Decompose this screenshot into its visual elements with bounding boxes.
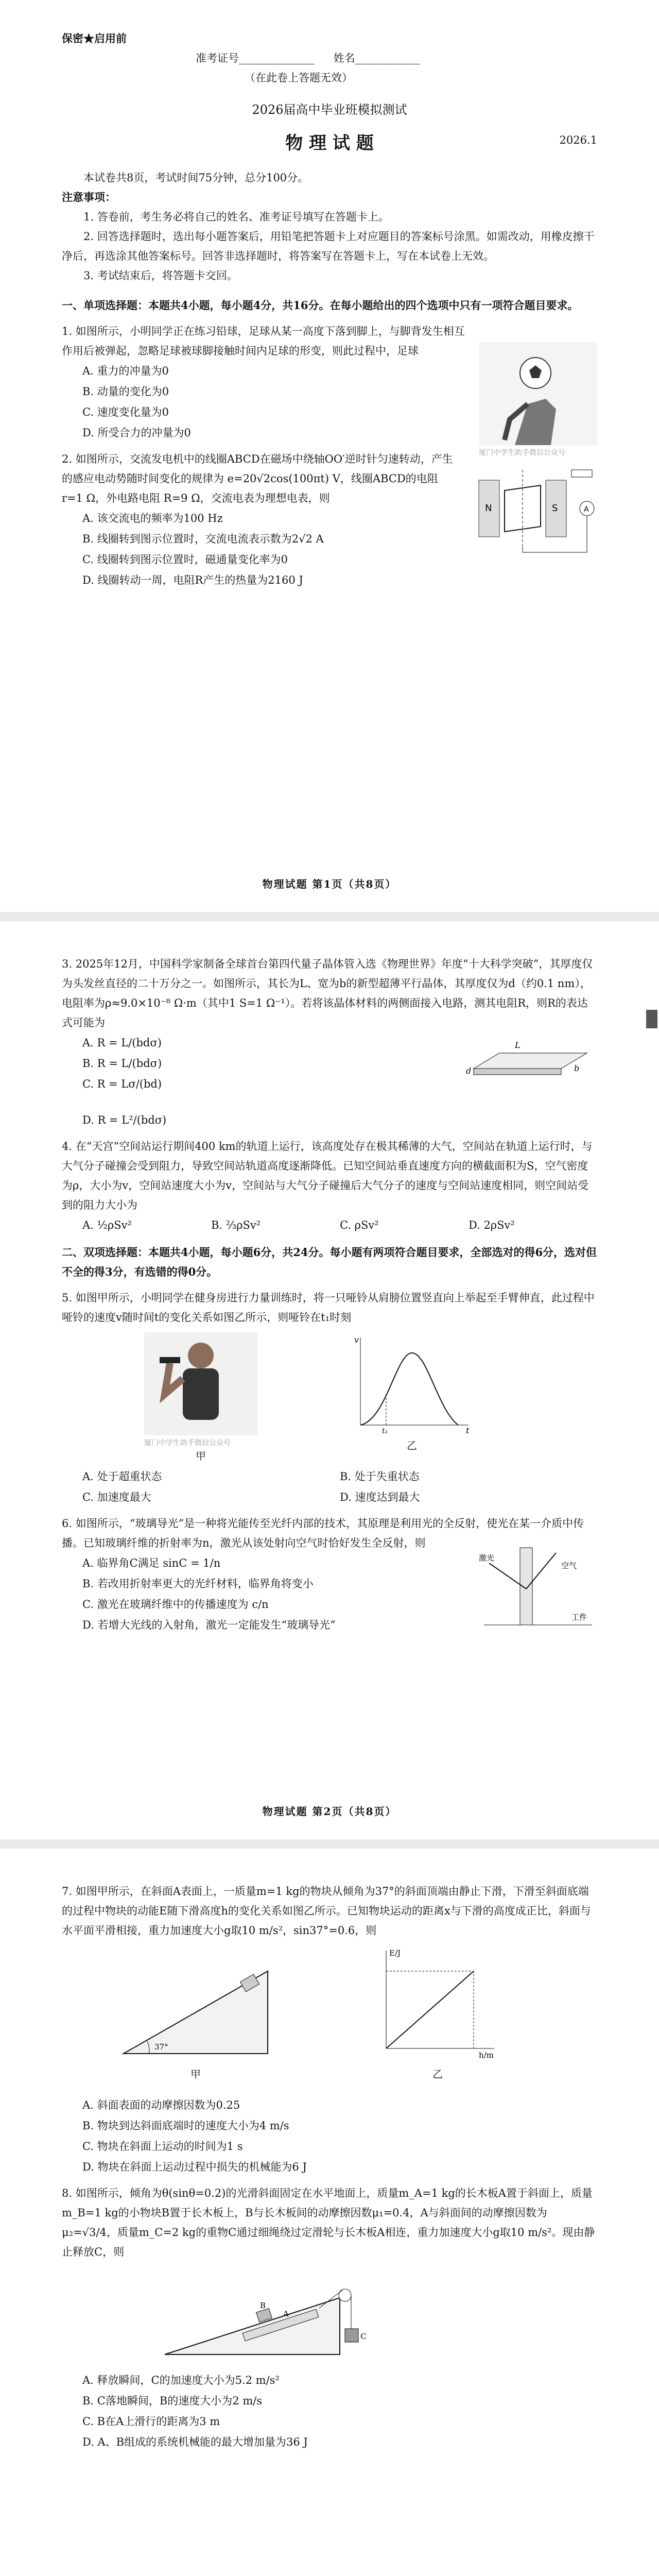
q5-stem: 5. 如图甲所示，小明同学在健身房进行力量训练时，将一只哑铃从肩膀位置竖直向上举起至手臂伸直，此过程中哑铃的速度v随时间t的变化关系如图乙所示，则哑铃在t₁时刻	[62, 1292, 595, 1324]
q7-option-c: C. 物块在斜面上运动的时间为1 s	[82, 2140, 243, 2153]
name-label: 姓名	[333, 52, 355, 64]
q5-option-c: C. 加速度最大	[82, 1491, 151, 1503]
q1-option-d: D. 所受合力的冲量为0	[82, 427, 191, 439]
note-item: 2. 回答选择题时，选出每小题答案后，用铅笔把答题卡上对应题目的答案标号涂黑。如需改动，用橡皮擦干净后，再选涂其他答案标号。回答非选择题时，将答案写在答题卡上，写在本试卷上无效。	[62, 230, 595, 262]
q6-option-b: B. 若改用折射率更大的光纤材料，临界角将变小	[82, 1578, 314, 1590]
svg-text:t: t	[466, 1426, 470, 1435]
q2-option-a: A. 该交流电的频率为100 Hz	[82, 512, 223, 524]
exam-date: 2026.1	[559, 134, 597, 146]
page-2-footer: 物理试题 第2页（共8页）	[262, 1805, 397, 1818]
q6-label-workpiece: 工件	[571, 1613, 587, 1622]
q7-label-yi: 乙	[432, 2068, 443, 2080]
q7-stem: 7. 如图甲所示，在斜面A表面上，一质量m=1 kg的物块从倾角为37°的斜面顶端由静止下滑，下滑至斜面底端的过程中物块的动能E随下滑高度h的变化关系如图乙所示。已知物块运动的距离x与下滑的高度成正比，斜面与水平面平滑相接，重力加速度大小g取10 m/s²，sin37°=0.6，则	[62, 1885, 591, 1937]
q3-stem: 3. 2025年12月，中国科学家制备全球首台第四代量子晶体管入选《物理世界》年度“十大科学突破”，其厚度仅为头发丝直径的二十万分之一。如图所示，其长为L、宽为b的新型超薄平行晶体，其厚度仅为d（约0.1 nm），电阻率为ρ≈9.0×10⁻⁸ Ω·m（其中1 S=1 Ω⁻¹）。若将该晶体材料的两侧面接入电路，测其电阻R，则R的表达式可能为	[62, 958, 593, 1029]
q7-energy-graph	[371, 1945, 505, 2064]
q5-option-d: D. 速度达到最大	[340, 1491, 420, 1503]
q1-stem: 1. 如图所示，小明同学正在练习铅球，足球从某一高度下落到脚上，与脚背发生相互作用后被弹起，忽略足球被球脚接触时间内足球的形变，则此过程中，足球	[62, 325, 465, 357]
q2-figure	[469, 460, 597, 563]
q5-options-row1	[82, 1466, 597, 1487]
page-3	[0, 1855, 659, 2576]
q5-watermark: 厦门中学生助手微信公众号	[144, 1439, 231, 1447]
svg-text:S: S	[552, 503, 558, 514]
q7-option-a: A. 斜面表面的动摩擦因数为0.25	[82, 2099, 240, 2111]
page-separator	[0, 912, 659, 921]
q5-figure-jia	[144, 1332, 257, 1463]
cert-label: 准考证号	[196, 52, 239, 64]
q8-option-a: A. 释放瞬间，C的加速度大小为5.2 m/s²	[82, 2374, 280, 2386]
q1-option-b: B. 动量的变化为0	[82, 385, 169, 398]
svg-text:v: v	[354, 1335, 359, 1345]
q8-stem: 8. 如图所示，倾角为θ(sinθ=0.2)的光滑斜面固定在水平地面上，质量m_A=1 kg的长木板A置于斜面上，质量m_B=1 kg的小物块B置于长木板上，B与长木板间的动摩擦因数μ₁=0.4，A与斜面间的动摩擦因数为μ₂=√3/4，质量m_C=2 kg的重物C通过细绳绕过定滑轮与长木板A相连，重力加速度大小g取10 m/s²。现由静止释放C，则	[62, 2187, 595, 2258]
q7-angle-label: 37°	[154, 2042, 168, 2052]
q7-figure-jia	[113, 1951, 278, 2081]
q7-incline-diagram	[113, 1951, 278, 2064]
q8-option-c: C. B在A上滑行的距离为3 m	[82, 2415, 220, 2428]
note-item: 3. 考试结束后，将答题卡交回。	[83, 269, 238, 282]
page-1-footer: 物理试题 第1页（共8页）	[262, 878, 397, 890]
margin-marker	[646, 1010, 657, 1028]
q2-generator-diagram	[469, 460, 597, 557]
q5-dumbbell-photo	[144, 1332, 257, 1435]
note-item: 1. 答卷前，考生务必将自己的姓名、准考证号填写在答题卡上。	[83, 211, 389, 223]
q5-label-jia: 甲	[196, 1450, 206, 1462]
secret-label: 保密★启用前	[62, 32, 127, 45]
q4-option-d: D. 2ρSv²	[469, 1219, 515, 1231]
q1-watermark: 厦门中学生助手微信公众号	[479, 449, 565, 457]
page-2	[0, 927, 659, 1834]
section-1-title: 一、单项选择题：本题共4小题，每小题4分，共16分。在每小题给出的四个选项中只有一项符合题目要求。	[62, 299, 579, 312]
q1-football-photo	[479, 342, 597, 445]
q2-option-c: C. 线圈转到图示位置时，磁通量变化率为0	[82, 553, 288, 566]
q8-incline-pulley-diagram	[154, 2267, 371, 2365]
q2-stem: 2. 如图所示，交流发电机中的线圈ABCD在磁场中绕轴OO′逆时针匀速转动，产生的感应电动势随时间变化的规律为 e=20√2cos(100πt) V，线圈ABCD的电阻 r=1 Ω，外电路电阻 R=9 Ω，交流电表为理想电表，则	[62, 453, 453, 504]
q5-option-a: A. 处于超重状态	[82, 1470, 162, 1483]
q8-label-a: A	[283, 2309, 289, 2318]
q4-options	[82, 1215, 597, 1235]
q5-option-b: B. 处于失重状态	[340, 1470, 420, 1483]
q4-option-b: B. ⅔ρSv²	[211, 1219, 261, 1231]
q8-label-c: C	[360, 2332, 367, 2341]
q5-options-row2	[82, 1487, 597, 1507]
svg-text:N: N	[485, 503, 492, 514]
q4-option-a: A. ½ρSv²	[82, 1219, 132, 1231]
q8-option-d: D. A、B组成的系统机械能的最大增加量为36 J	[82, 2436, 308, 2448]
q1-option-a: A. 重力的冲量为0	[82, 365, 169, 377]
q2-option-b: B. 线圈转到图示位置时，交流电流表示数为2√2 A	[82, 533, 324, 545]
answer-note: （在此卷上答题无效）	[245, 72, 353, 84]
q5-vt-graph	[350, 1332, 474, 1435]
page-separator	[0, 1839, 659, 1849]
exam-intro: 本试卷共8页，考试时间75分钟，总分100分。	[83, 172, 309, 184]
q8-label-b: B	[260, 2301, 266, 2310]
svg-text:t₁: t₁	[382, 1427, 388, 1435]
svg-text:A: A	[584, 505, 589, 514]
q6-option-d: D. 若增大光线的入射角，激光一定能发生“玻璃导光”	[82, 1619, 336, 1631]
q7-option-d: D. 物块在斜面上运动过程中损失的机械能为6 J	[82, 2161, 307, 2173]
q3-option-d: D. R = L²/(bdσ)	[82, 1114, 167, 1126]
q7-axis-e: E/J	[389, 1948, 401, 1958]
q7-axis-h: h/m	[479, 2050, 494, 2060]
q6-label-air: 空气	[561, 1561, 577, 1570]
section-2-title: 二、双项选择题：本题共4小题，每小题6分，共24分。每小题有两项符合题目要求，全部选对的得6分，选对但不全的得3分，有选错的得0分。	[62, 1246, 597, 1278]
q2-option-d: D. 线圈转动一周，电阻R产生的热量为2160 J	[82, 574, 303, 586]
q6-label-laser: 激光	[479, 1553, 495, 1563]
exam-name: 2026届高中毕业班模拟测试	[252, 103, 407, 117]
q1-figure	[479, 342, 597, 461]
subject-title: 物 理 试 题	[285, 133, 374, 154]
q3-option-b: B. R = L/(bdσ)	[82, 1057, 162, 1070]
q5-figure-yi	[350, 1332, 474, 1452]
q6-option-c: C. 激光在玻璃纤维中的传播速度为 c/n	[82, 1598, 269, 1611]
q3-option-c: C. R = Lσ/(bd)	[82, 1078, 162, 1090]
q7-figure-yi	[371, 1945, 505, 2081]
q4-option-c: C. ρSv²	[340, 1219, 379, 1231]
q7-label-jia: 甲	[190, 2068, 201, 2080]
svg-text:b: b	[574, 1063, 580, 1073]
notes-title: 注意事项：	[62, 191, 116, 204]
q4-stem: 4. 在“天宫”空间站运行期间400 km的轨道上运行，该高度处存在极其稀薄的大气，空间站在轨道上运行时，与大气分子碰撞会受到阻力，导致空间站轨道高度逐渐降低。已知空间站垂直速度方向的横截面积为S，空气密度为ρ，大小为v，空间站速度大小为v，空间站与大气分子碰撞后大气分子的速度与空间站速度相同，则空间站受到的阻力大小为	[62, 1140, 593, 1211]
svg-text:d: d	[466, 1066, 472, 1076]
q7-option-b: B. 物块到达斜面底端时的速度大小为4 m/s	[82, 2120, 289, 2132]
candidate-info-line: 准考证号______________ 姓名____________	[196, 52, 420, 64]
svg-text:L: L	[515, 1040, 521, 1050]
q6-stem: 6. 如图所示，“玻璃导光”是一种将光能传至光纤内部的技术，其原理是利用光的全反射，使光在某一介质中传播。已知玻璃纤维的折射率为n，激光从该处射向空气时恰好发生全反射，则	[62, 1517, 584, 1549]
q5-label-yi: 乙	[407, 1439, 417, 1452]
page-1	[0, 0, 659, 907]
q3-option-a: A. R = L/(bdσ)	[82, 1037, 162, 1049]
q6-option-a: A. 临界角C满足 sinC = 1/n	[82, 1557, 221, 1569]
q1-option-c: C. 速度变化量为0	[82, 406, 169, 418]
q8-option-b: B. C落地瞬间，B的速度大小为2 m/s	[82, 2395, 263, 2407]
q6-fiber-diagram	[474, 1543, 597, 1635]
q3-crystal-diagram	[463, 1032, 597, 1089]
